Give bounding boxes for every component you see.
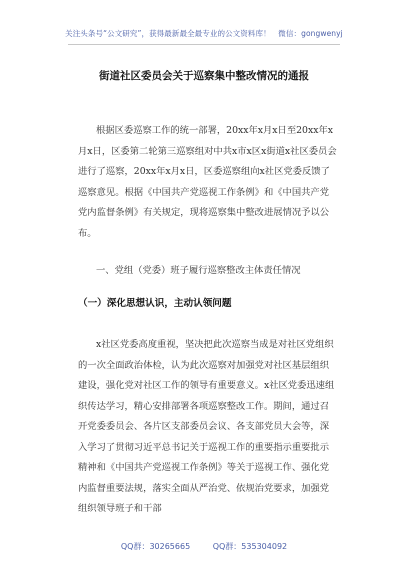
footer-qq-group-1: QQ群：30265665 (120, 542, 191, 551)
header-banner: 关注头条号“公文研究”，获得最新最全最专业的公文资料库！ 微信：gongwenyj (65, 29, 343, 38)
section-heading-1: 一、党组（党委）班子履行巡察整改主体责任情况 (96, 265, 301, 276)
footer-contact (0, 541, 408, 552)
body-paragraph-1: 根据区委巡察工作的统一部署，20xx年x月x日至20xx年x月x日，区委第二轮第三巡察组对中共x市x区x街道x社区委员会进行了巡察，20xx年x月x日，区委巡察组向x社区党委反馈了巡察意见。根据《中国共产党巡视工作条例》和《中国共产党党内监督条例》有关规定，现将巡察集中整改进展情况予以公布。 (78, 125, 337, 239)
body-paragraph-2: x社区党委高度重视，坚决把此次巡察当成是对社区党组织的一次全面政治体检，认为此次巡察对加强党对社区基层组织建设，强化党对社区工作的领导有重要意义。x社区党委迅速组织传达学习，精心安排部署各项巡察整改工作。期间，通过召开党委委员会、各片区支部委员会议、各支部党员大会等，深入学习了贯彻习近平总书记关于巡视工作的重要指示重要批示精神和《中国共产党巡视工作条例》等关于巡视工作、强化党内监督重要法规，落实全面从严治党、依规治党要求，加强党组织领导班子和干部 (78, 339, 335, 514)
footer-qq-group-2: QQ群：535304092 (212, 542, 288, 551)
document-title: 街道社区委员会关于巡察集中整改情况的通报 (99, 70, 309, 82)
subsection-heading-1: （一）深化思想认识，主动认领问题 (78, 298, 232, 309)
header-divider (68, 44, 340, 45)
